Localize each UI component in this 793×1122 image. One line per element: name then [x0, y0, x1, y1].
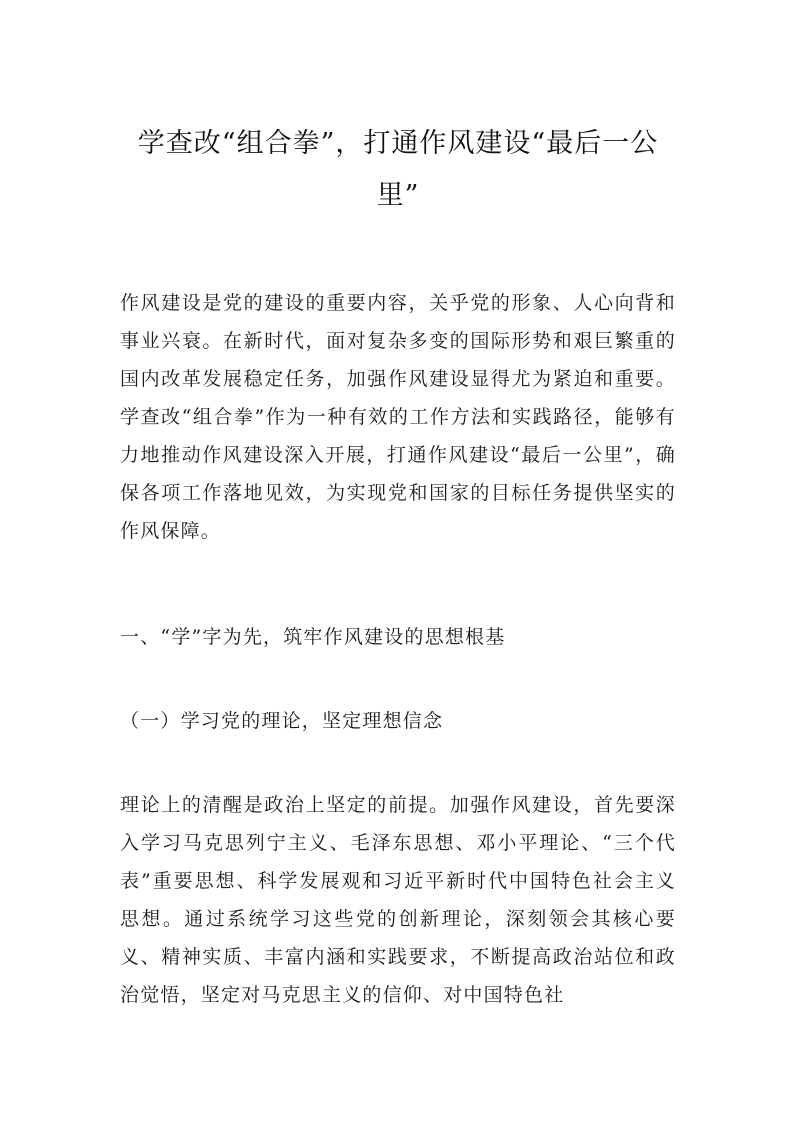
body-paragraph: 理论上的清醒是政治上坚定的前提。加强作风建设，首先要深入学习马克思列宁主义、毛泽东思想、邓小平理论、“三个代表”重要思想、科学发展观和习近平新时代中国特色社会主义思想。通过系统学习这些党的创新理论，深刻领会其核心要义、精神实质、丰富内涵和实践要求，不断提高政治站位和政治觉悟，坚定对马克思主义的信仰、对中国特色社	[120, 794, 676, 1006]
section-heading: 一、“学”字为先，筑牢作风建设的思想根基	[120, 626, 506, 648]
subsection-heading: （一）学习党的理论，坚定理想信念	[120, 710, 444, 732]
intro-paragraph: 作风建设是党的建设的重要内容，关乎党的形象、人心向背和事业兴衰。在新时代，面对复杂多变的国际形势和艰巨繁重的国内改革发展稳定任务，加强作风建设显得尤为紧迫和重要。学查改“组合拳”作为一种有效的工作方法和实践路径，能够有力地推动作风建设深入开展，打通作风建设“最后一公里”，确保各项工作落地见效，为实现党和国家的目标任务提供坚实的作风保障。	[120, 292, 676, 542]
document-title: 学查改“组合拳”，打通作风建设“最后一公里”	[137, 128, 659, 211]
